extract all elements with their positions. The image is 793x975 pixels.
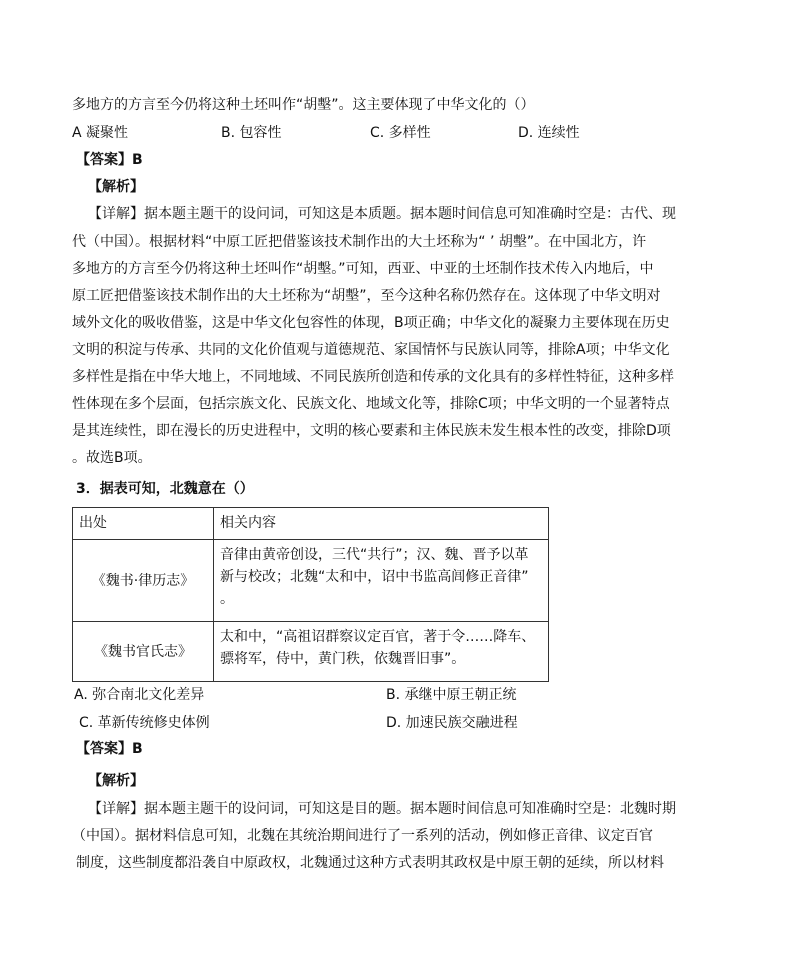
q3-source-table: [72, 507, 549, 682]
q3-analysis-title: 【解析】: [88, 773, 144, 789]
q2-option-d: D. 连续性: [518, 125, 580, 141]
q3-option-d: D. 加速民族交融进程: [386, 715, 518, 731]
table-header-row: [73, 508, 549, 540]
q3-option-b: B. 承继中原王朝正统: [386, 687, 517, 703]
table-row: [73, 540, 549, 622]
q2-detail-line: 代（中国）。根据材料“中原工匠把借鉴该技术制作出的大土坯称为“ ’ 胡墼”。在中国北方，许: [72, 234, 647, 250]
q2-option-c: C. 多样性: [370, 125, 431, 141]
table-cell-content: [214, 540, 549, 622]
q2-option-a: A 凝聚性: [72, 125, 129, 141]
q3-detail-line: 制度，这些制度都沿袭自中原政权，北魏通过这种方式表明其政权是中原王朝的延续，所以材料: [76, 855, 664, 871]
q3-stem: 3．据表可知，北魏意在（）: [76, 481, 254, 497]
table-cell-source: 《魏书·律历志》: [73, 540, 214, 622]
table-cell-line: 音律由黄帝创设，三代“共行”；汉、魏、晋予以革: [220, 547, 529, 563]
table-header-source: 出处: [73, 508, 214, 540]
table-cell-line: 太和中，“高祖诏群察议定百官，著于令……降车、: [220, 629, 536, 645]
q2-option-b: B. 包容性: [221, 125, 282, 141]
q2-detail-line: 【详解】据本题主题干的设问词，可知这是本质题。据本题时间信息可知准确时空是：古代、现: [88, 206, 676, 222]
q3-detail-line: 【详解】据本题主题干的设问词，可知这是目的题。据本题时间信息可知准确时空是：北魏时期: [88, 801, 676, 817]
q3-option-a: A. 弥合南北文化差异: [74, 687, 205, 703]
table-cell-line: 新与校改；北魏“太和中，诏中书监高闾修正音律”: [220, 569, 529, 585]
table-header-content: 相关内容: [214, 508, 549, 540]
q2-detail-line: 性体现在多个层面，包括宗族文化、民族文化、地域文化等，排除C项；中华文明的一个显著特点: [72, 396, 670, 412]
q2-detail-line: 原工匠把借鉴该技术制作出的大土坯称为“胡墼”，至今这种名称仍然存在。这体现了中华文明对: [72, 288, 661, 304]
table-row: [73, 622, 549, 682]
table-cell-content: [214, 622, 549, 682]
table-cell-line: 。: [220, 591, 234, 607]
table-cell-line: 骠将军，侍中，黄门秩，依魏晋旧事”。: [220, 651, 466, 667]
q2-detail-line: 是其连续性，即在漫长的历史进程中，文明的核心要素和主体民族未发生根本性的改变，排除D项: [72, 423, 671, 439]
q2-detail-line: 文明的积淀与传承、共同的文化价值观与道德规范、家国情怀与民族认同等，排除A项；中华文化: [72, 342, 670, 358]
q2-detail-line: 多地方的方言至今仍将这种土坯叫作“胡墼。”可知，西亚、中亚的土坯制作技术传入内地后，中: [72, 261, 654, 277]
q2-stem: 多地方的方言至今仍将这种土坯叫作“胡墼”。这主要体现了中华文化的（）: [72, 97, 535, 113]
q2-detail-line: 。故选B项。: [72, 450, 152, 466]
q2-detail-line: 域外文化的吸收借鉴，这是中华文化包容性的体现，B项正确；中华文化的凝聚力主要体现在历史: [72, 315, 670, 331]
q3-detail-line: （中国）。据材料信息可知，北魏在其统治期间进行了一系列的活动，例如修正音律、议定百官: [72, 828, 653, 844]
q3-answer: 【答案】B: [76, 741, 143, 757]
q3-option-c: C. 革新传统修史体例: [79, 715, 210, 731]
q2-answer: 【答案】B: [76, 152, 143, 168]
table-cell-source: 《魏书官氏志》: [73, 622, 214, 682]
q2-analysis-title: 【解析】: [88, 179, 144, 195]
q2-detail-line: 多样性是指在中华大地上，不同地域、不同民族所创造和传承的文化具有的多样性特征，这种多样: [72, 369, 674, 385]
